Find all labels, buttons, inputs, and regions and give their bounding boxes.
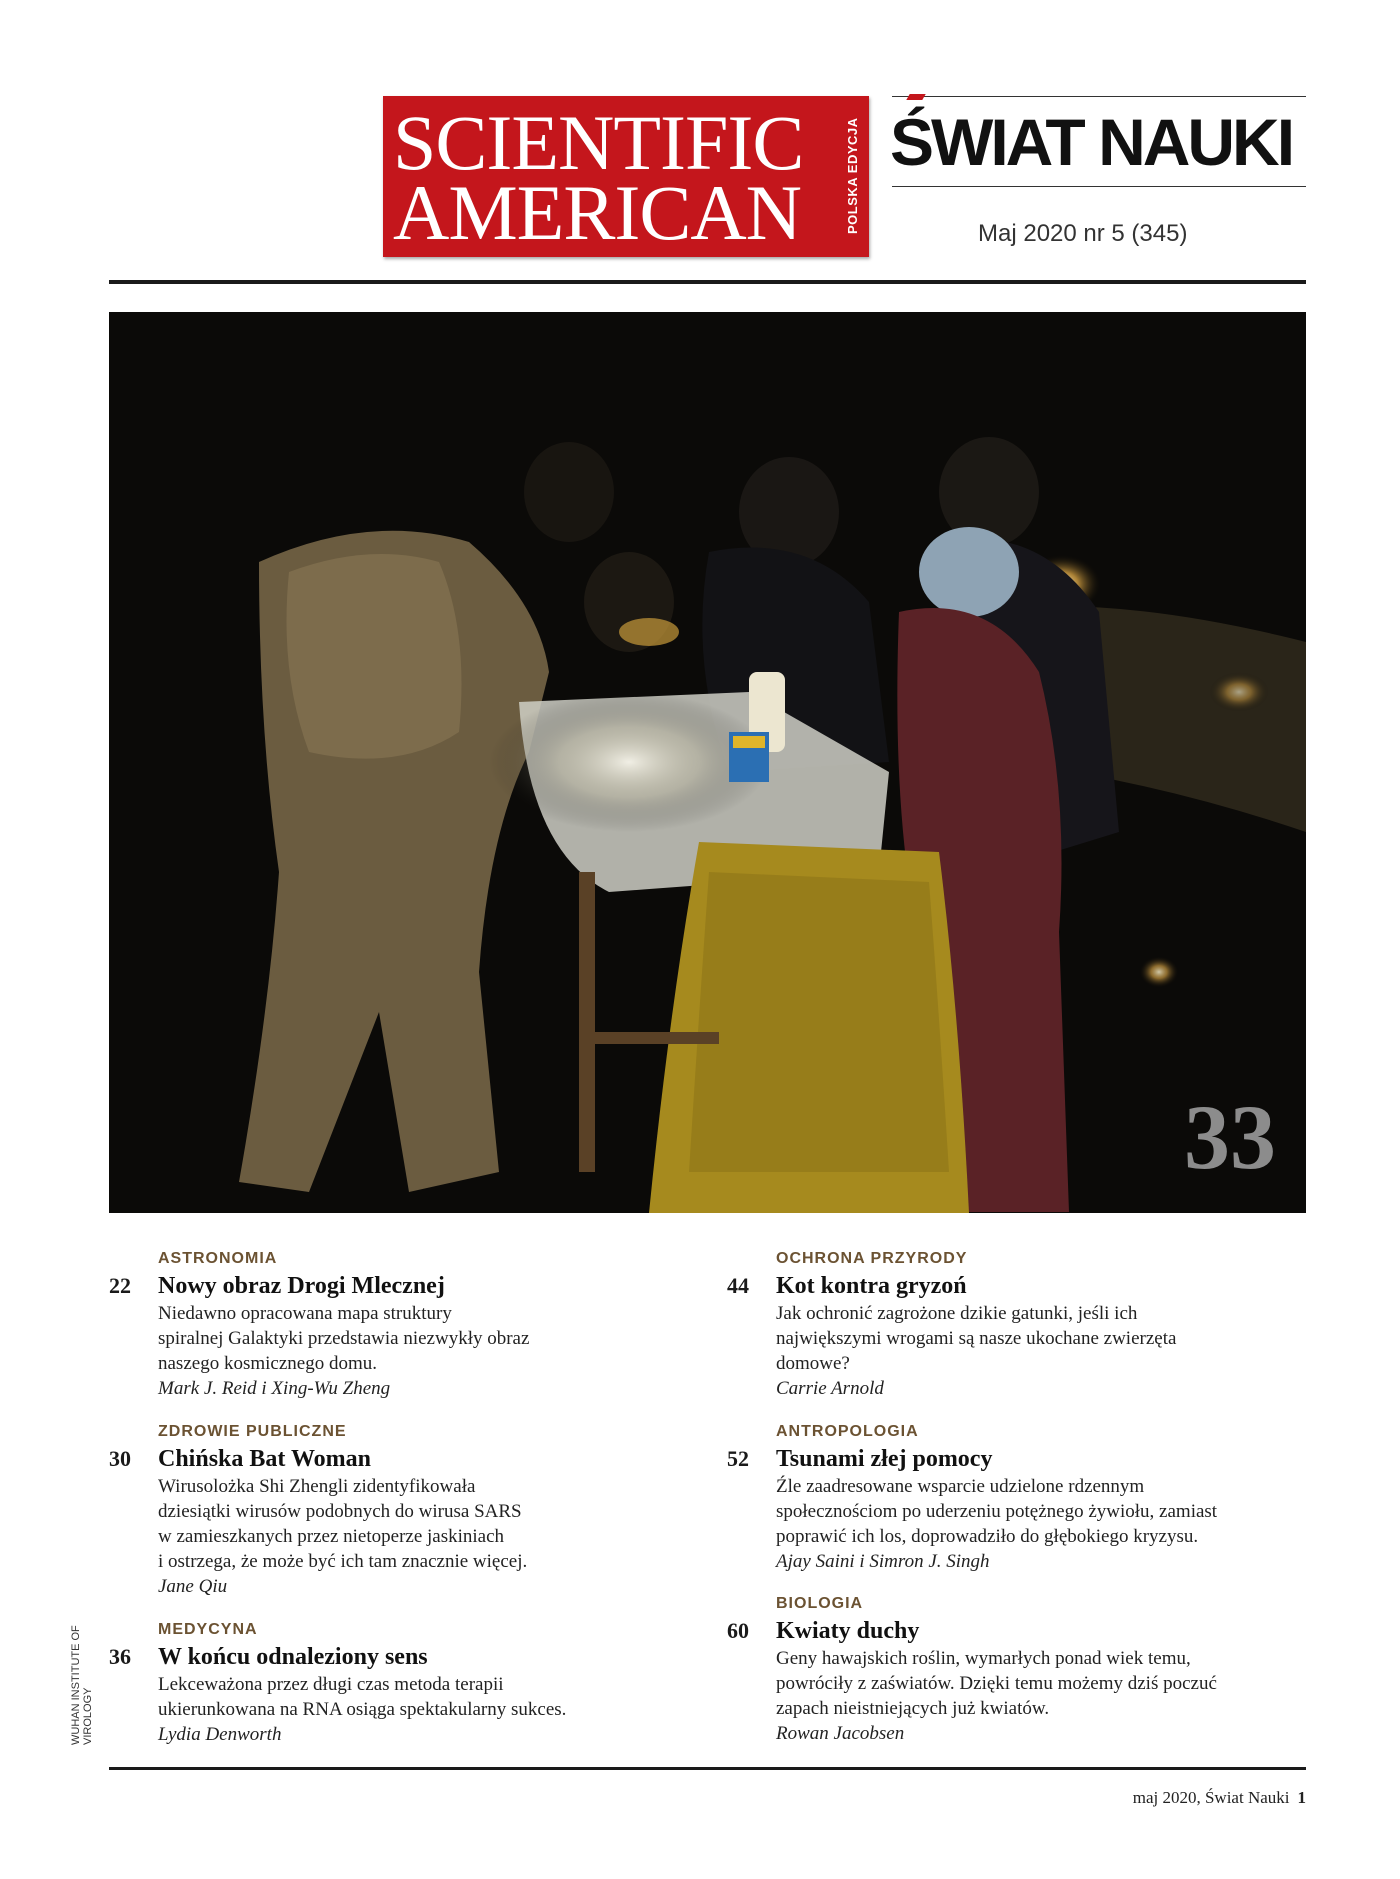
issue-info: Maj 2020 nr 5 (345)	[978, 220, 1188, 247]
toc-author: Mark J. Reid i Xing-Wu Zheng	[158, 1378, 391, 1399]
toc-description-line: Jak ochronić zagrożone dzikie gatunki, jeśli ich	[776, 1303, 1138, 1324]
toc-description	[776, 1474, 1307, 1549]
magazine-title: ŚWIAT NAUKI	[890, 105, 1293, 179]
toc-description-line: społecznościom po uderzeniu potężnego żywiołu, zamiast	[776, 1501, 1218, 1522]
toc-description	[776, 1301, 1307, 1376]
toc-page-number: 36	[109, 1644, 131, 1669]
toc-description	[158, 1672, 629, 1722]
toc-description-line: w zamieszkanych przez nietoperze jaskiniach	[158, 1526, 505, 1547]
toc-description-line: zapach nieistniejących już kwiatów.	[776, 1698, 1050, 1719]
toc-title[interactable]: Kwiaty duchy	[776, 1618, 920, 1644]
toc-description-line: i ostrzega, że może być ich tam znacznie więcej.	[158, 1551, 528, 1572]
title-top-rule	[892, 96, 1306, 97]
cave-scene-illustration	[109, 312, 1306, 1213]
logo-line-2: AMERICAN	[393, 169, 802, 256]
toc-description-line: powróciły z zaświatów. Dzięki temu możemy dziś poczuć	[776, 1673, 1217, 1694]
toc-author: Carrie Arnold	[776, 1378, 884, 1399]
page-footer	[1133, 1788, 1306, 1808]
scientific-american-logo	[383, 96, 869, 257]
toc-description-line: ukierunkowana na RNA osiąga spektakularny sukces.	[158, 1699, 567, 1720]
toc-category: MEDYCYNA	[158, 1621, 258, 1638]
toc-page-number: 44	[727, 1273, 749, 1298]
toc-description-line: Lekceważona przez długi czas metoda terapii	[158, 1674, 504, 1695]
footer-divider	[109, 1767, 1306, 1770]
title-accent-mark	[906, 94, 925, 100]
toc-title[interactable]: Kot kontra gryzoń	[776, 1273, 967, 1299]
toc-author: Jane Qiu	[158, 1576, 228, 1597]
toc-description	[158, 1474, 629, 1574]
toc-category: ZDROWIE PUBLICZNE	[158, 1423, 347, 1440]
toc-author: Rowan Jacobsen	[776, 1723, 905, 1744]
toc-item[interactable]	[109, 1422, 629, 1599]
toc-description-line: dziesiątki wirusów podobnych do wirusa SARS	[158, 1501, 522, 1522]
toc-item[interactable]	[109, 1249, 629, 1401]
footer-page-number: 1	[1297, 1788, 1306, 1807]
toc-page-number: 22	[109, 1273, 131, 1298]
toc-category: ASTRONOMIA	[158, 1250, 278, 1267]
toc-description-line: Niedawno opracowana mapa struktury	[158, 1303, 452, 1324]
toc-item[interactable]	[109, 1620, 629, 1747]
toc-description	[776, 1646, 1307, 1721]
toc-page-number: 60	[727, 1618, 749, 1643]
toc-description-line: poprawić ich los, doprowadziło do głębokiego kryzysu.	[776, 1526, 1199, 1547]
toc-description-line: Geny hawajskich roślin, wymarłych ponad wiek temu,	[776, 1648, 1191, 1669]
feature-photo	[109, 312, 1306, 1213]
toc-description	[158, 1301, 629, 1376]
toc-page-number: 52	[727, 1446, 749, 1471]
toc-description-line: Źle zaadresowane wsparcie udzielone rdzennym	[776, 1476, 1145, 1497]
logo-edition-label: POLSKA EDYCJA	[845, 117, 860, 235]
toc-category: OCHRONA PRZYRODY	[776, 1250, 968, 1267]
toc-description-line: domowe?	[776, 1353, 850, 1374]
toc-category: ANTROPOLOGIA	[776, 1423, 919, 1440]
toc-description-line: największymi wrogami są nasze ukochane zwierzęta	[776, 1328, 1177, 1349]
photo-page-number: 33	[1184, 1086, 1276, 1188]
toc-item[interactable]	[727, 1249, 1307, 1401]
toc-category: BIOLOGIA	[776, 1595, 864, 1612]
toc-item[interactable]	[727, 1422, 1307, 1574]
toc-title[interactable]: Tsunami złej pomocy	[776, 1446, 993, 1472]
toc-title[interactable]: W końcu odnaleziony sens	[158, 1644, 428, 1670]
toc-item[interactable]	[727, 1594, 1307, 1746]
header-divider	[109, 280, 1306, 284]
toc-author: Lydia Denworth	[158, 1724, 282, 1745]
toc-title[interactable]: Chińska Bat Woman	[158, 1446, 371, 1472]
toc-page-number: 30	[109, 1446, 131, 1471]
toc-author: Ajay Saini i Simron J. Singh	[776, 1551, 990, 1572]
title-bottom-rule	[892, 186, 1306, 187]
toc-description-line: spiralnej Galaktyki przedstawia niezwykły obraz	[158, 1328, 530, 1349]
toc-description-line: naszego kosmicznego domu.	[158, 1353, 377, 1374]
toc-description-line: Wirusolożka Shi Zhengli zidentyfikowała	[158, 1476, 476, 1497]
logo-line-1: SCIENTIFIC	[393, 99, 804, 186]
photo-credit: WUHAN INSTITUTE OF VIROLOGY	[70, 1625, 94, 1745]
footer-text: maj 2020, Świat Nauki	[1132, 1788, 1290, 1807]
toc-title[interactable]: Nowy obraz Drogi Mlecznej	[158, 1273, 445, 1299]
